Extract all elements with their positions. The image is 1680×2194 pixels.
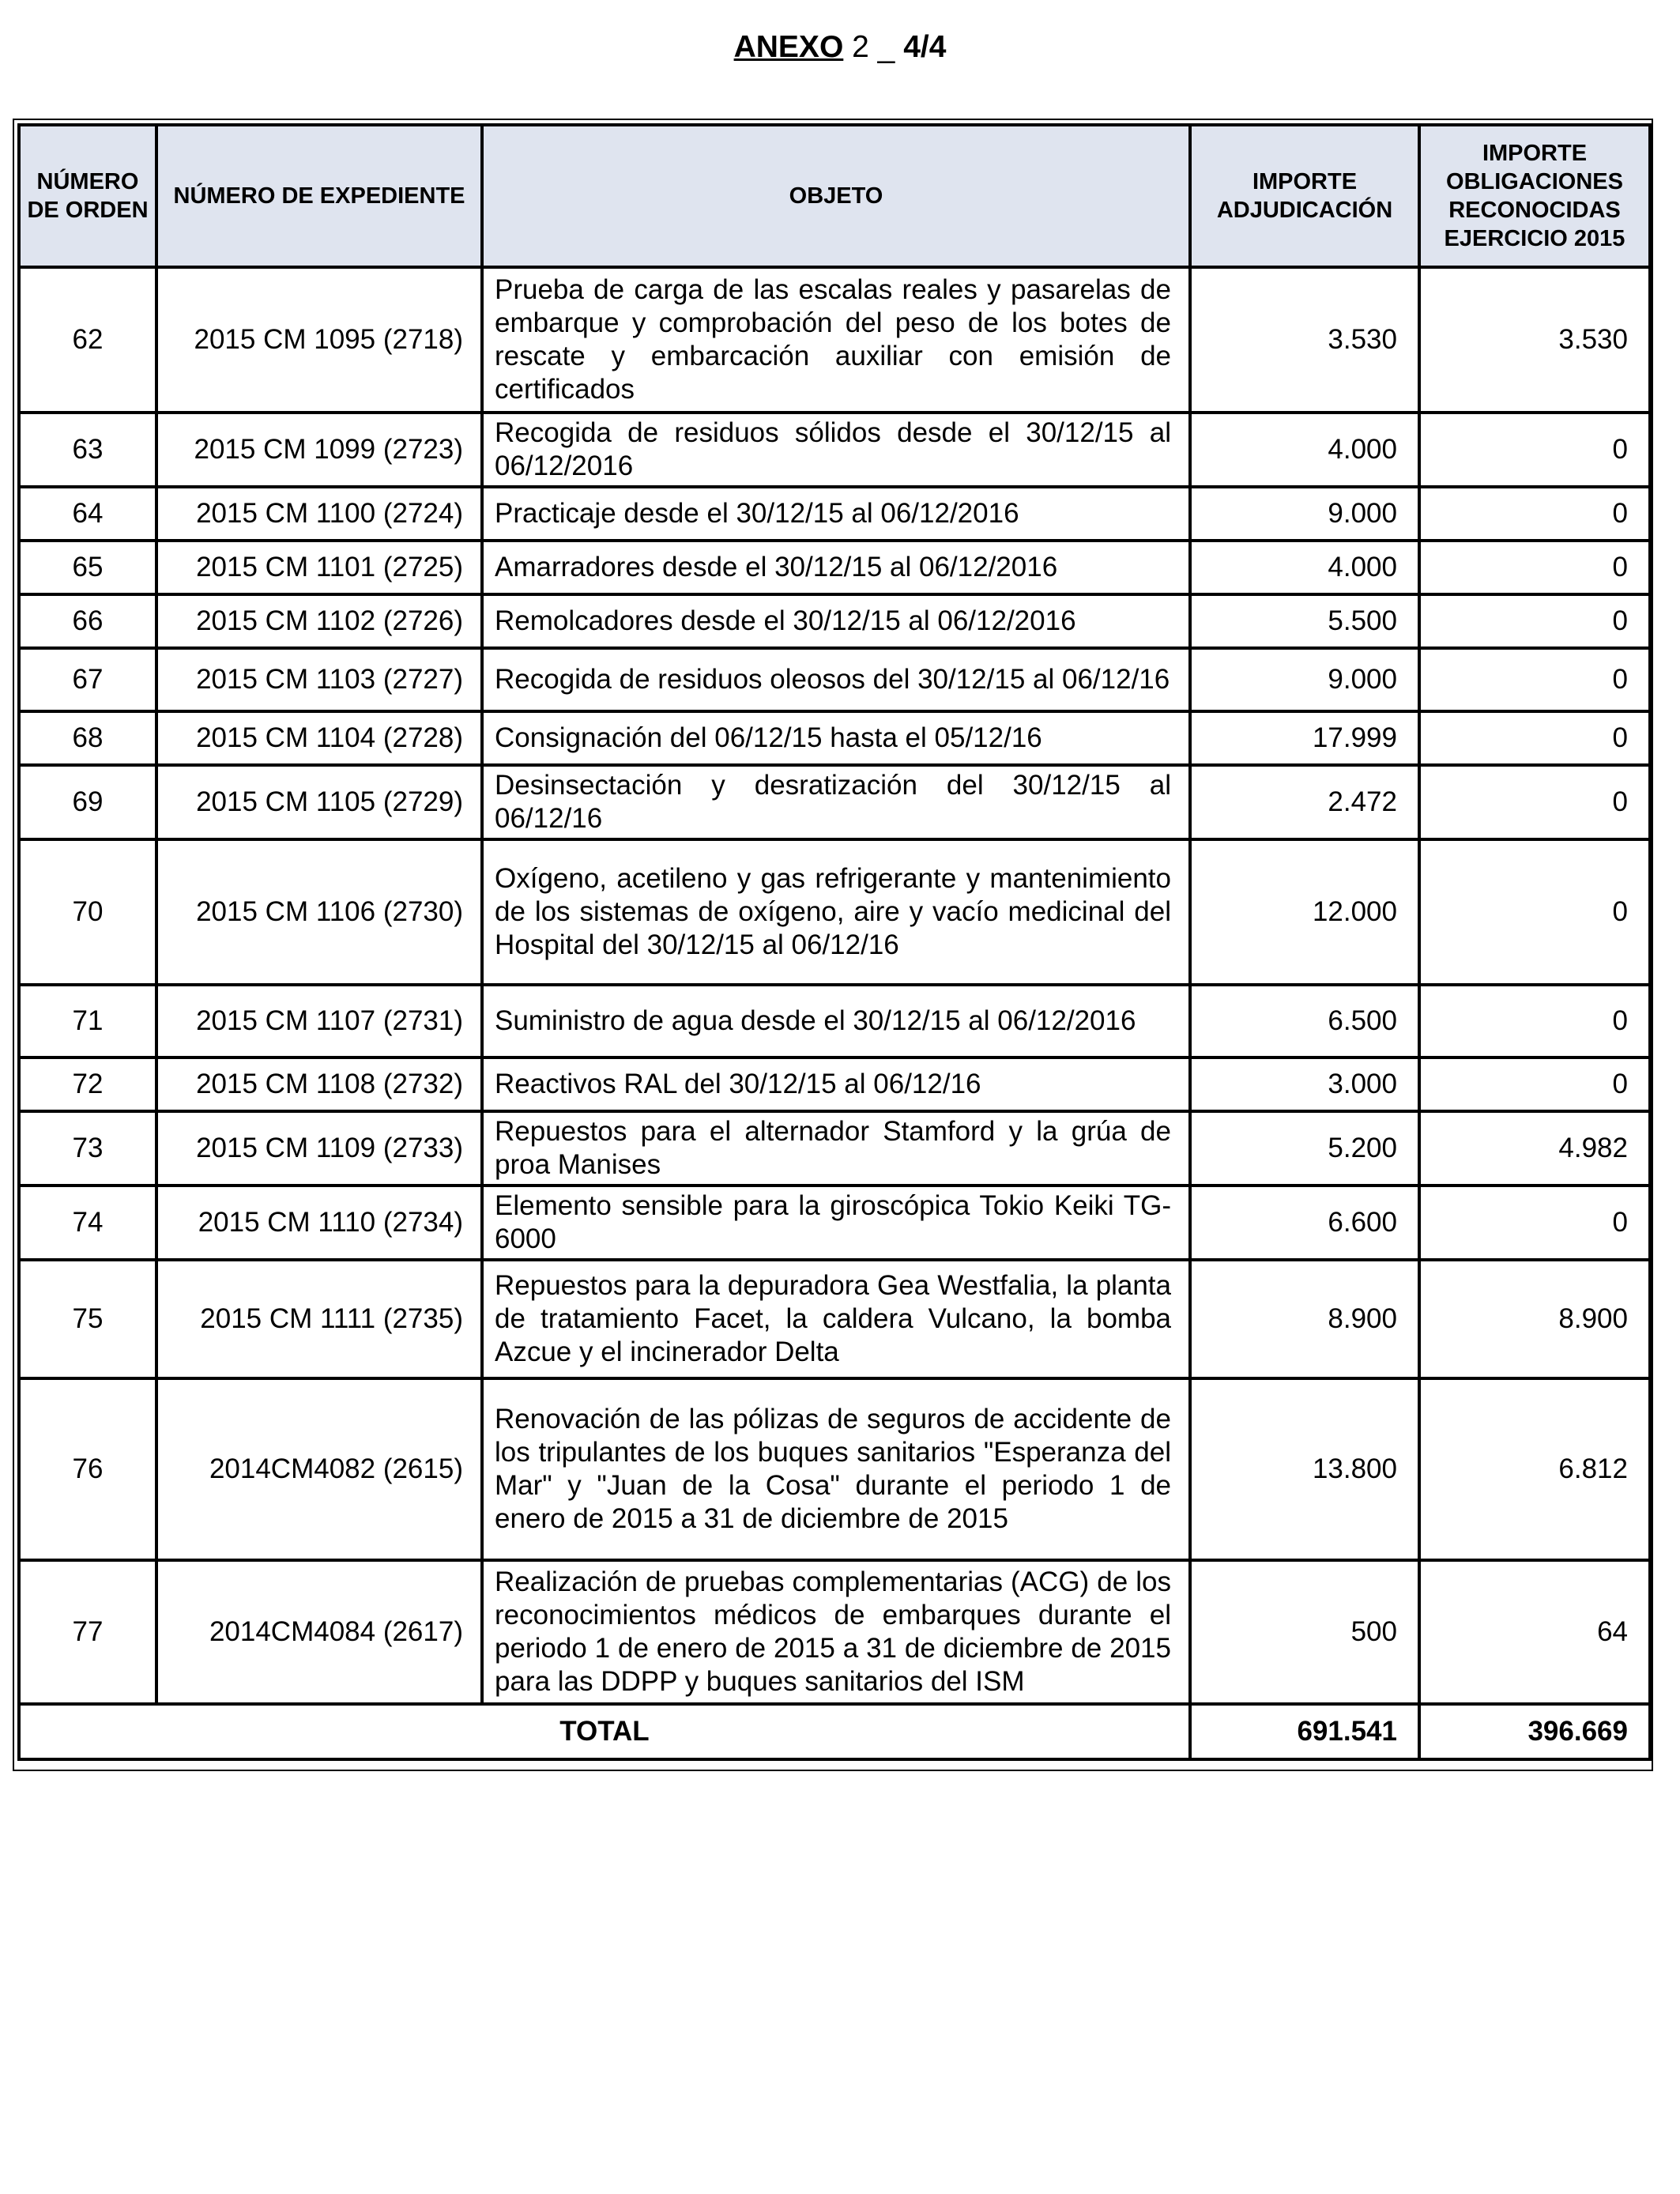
- cell-objeto: Recogida de residuos oleosos del 30/12/15 al 06/12/16: [482, 648, 1190, 711]
- table-row: [19, 839, 1650, 985]
- cell-importe-adjudicacion: 4.000: [1190, 413, 1419, 487]
- cell-importe-obligaciones: 0: [1419, 711, 1650, 765]
- cell-orden: 73: [19, 1111, 156, 1186]
- cell-orden: 65: [19, 541, 156, 594]
- cell-importe-obligaciones: 0: [1419, 1057, 1650, 1111]
- table-row: [19, 711, 1650, 765]
- cell-orden: 67: [19, 648, 156, 711]
- cell-objeto: Repuestos para la depuradora Gea Westfalia, la planta de tratamiento Facet, la caldera Vulcano, la bomba Azcue y el incinerador Delta: [482, 1260, 1190, 1378]
- table-row: [19, 1560, 1650, 1704]
- cell-importe-adjudicacion: 9.000: [1190, 487, 1419, 541]
- cell-importe-adjudicacion: 8.900: [1190, 1260, 1419, 1378]
- cell-importe-adjudicacion: 3.000: [1190, 1057, 1419, 1111]
- cell-objeto: Remolcadores desde el 30/12/15 al 06/12/2016: [482, 594, 1190, 648]
- cell-expediente: 2015 CM 1095 (2718): [156, 267, 482, 413]
- cell-objeto: Reactivos RAL del 30/12/15 al 06/12/16: [482, 1057, 1190, 1111]
- cell-importe-adjudicacion: 12.000: [1190, 839, 1419, 985]
- cell-importe-adjudicacion: 2.472: [1190, 765, 1419, 839]
- cell-importe-obligaciones: 6.812: [1419, 1378, 1650, 1560]
- table-row: [19, 1260, 1650, 1378]
- cell-objeto: Prueba de carga de las escalas reales y pasarelas de embarque y comprobación del peso de los botes de rescate y embarcación auxiliar con emisión de certificados: [482, 267, 1190, 413]
- cell-expediente: 2014CM4084 (2617): [156, 1560, 482, 1704]
- total-importe-adjudicacion: 691.541: [1190, 1704, 1419, 1759]
- cell-importe-adjudicacion: 5.500: [1190, 594, 1419, 648]
- cell-expediente: 2015 CM 1103 (2727): [156, 648, 482, 711]
- page-title: [0, 30, 1680, 65]
- total-label: TOTAL: [19, 1704, 1190, 1759]
- cell-expediente: 2015 CM 1108 (2732): [156, 1057, 482, 1111]
- cell-expediente: 2015 CM 1099 (2723): [156, 413, 482, 487]
- total-row: [19, 1704, 1650, 1759]
- table-row: [19, 413, 1650, 487]
- cell-expediente: 2015 CM 1105 (2729): [156, 765, 482, 839]
- cell-importe-obligaciones: 0: [1419, 541, 1650, 594]
- cell-objeto: Repuestos para el alternador Stamford y la grúa de proa Manises: [482, 1111, 1190, 1186]
- table-row: [19, 648, 1650, 711]
- table-header-row: [19, 125, 1650, 267]
- cell-importe-obligaciones: 4.982: [1419, 1111, 1650, 1186]
- cell-objeto: Consignación del 06/12/15 hasta el 05/12/16: [482, 711, 1190, 765]
- cell-importe-obligaciones: 8.900: [1419, 1260, 1650, 1378]
- cell-objeto: Oxígeno, acetileno y gas refrigerante y mantenimiento de los sistemas de oxígeno, aire y vacío medicinal del Hospital del 30/12/15 al 06/12/16: [482, 839, 1190, 985]
- title-page: 4/4: [903, 30, 947, 64]
- cell-objeto: Renovación de las pólizas de seguros de accidente de los tripulantes de los buques sanitarios "Esperanza del Mar" y "Juan de la Cosa" durante el periodo 1 de enero de 2015 a 31 de diciembre de 2015: [482, 1378, 1190, 1560]
- table-body: [19, 267, 1650, 1704]
- cell-objeto: Recogida de residuos sólidos desde el 30/12/15 al 06/12/2016: [482, 413, 1190, 487]
- cell-orden: 63: [19, 413, 156, 487]
- cell-importe-obligaciones: 0: [1419, 1186, 1650, 1260]
- cell-expediente: 2015 CM 1104 (2728): [156, 711, 482, 765]
- cell-importe-obligaciones: 0: [1419, 413, 1650, 487]
- cell-importe-obligaciones: 64: [1419, 1560, 1650, 1704]
- cell-expediente: 2015 CM 1111 (2735): [156, 1260, 482, 1378]
- cell-importe-obligaciones: 0: [1419, 985, 1650, 1057]
- cell-expediente: 2015 CM 1102 (2726): [156, 594, 482, 648]
- header-expediente: NÚMERO DE EXPEDIENTE: [156, 125, 482, 267]
- cell-importe-adjudicacion: 6.600: [1190, 1186, 1419, 1260]
- table-row: [19, 1186, 1650, 1260]
- cell-importe-adjudicacion: 4.000: [1190, 541, 1419, 594]
- cell-orden: 68: [19, 711, 156, 765]
- table-row: [19, 594, 1650, 648]
- header-orden: NÚMERO DE ORDEN: [19, 125, 156, 267]
- cell-importe-obligaciones: 0: [1419, 648, 1650, 711]
- cell-importe-obligaciones: 0: [1419, 765, 1650, 839]
- contracts-table: [17, 123, 1652, 1761]
- cell-objeto: Realización de pruebas complementarias (ACG) de los reconocimientos médicos de embarques durante el periodo 1 de enero de 2015 a 31 de diciembre de 2015 para las DDPP y buques sanitarios del ISM: [482, 1560, 1190, 1704]
- table-row: [19, 487, 1650, 541]
- cell-importe-adjudicacion: 6.500: [1190, 985, 1419, 1057]
- cell-orden: 75: [19, 1260, 156, 1378]
- cell-expediente: 2015 CM 1100 (2724): [156, 487, 482, 541]
- cell-importe-adjudicacion: 3.530: [1190, 267, 1419, 413]
- cell-importe-adjudicacion: 500: [1190, 1560, 1419, 1704]
- cell-importe-obligaciones: 0: [1419, 594, 1650, 648]
- total-importe-obligaciones: 396.669: [1419, 1704, 1650, 1759]
- cell-importe-obligaciones: 3.530: [1419, 267, 1650, 413]
- header-importe-adjudicacion: IMPORTE ADJUDICACIÓN: [1190, 125, 1419, 267]
- cell-orden: 64: [19, 487, 156, 541]
- cell-objeto: Suministro de agua desde el 30/12/15 al 06/12/2016: [482, 985, 1190, 1057]
- header-importe-obligaciones: IMPORTE OBLIGACIONES RECONOCIDAS EJERCICIO 2015: [1419, 125, 1650, 267]
- cell-expediente: 2015 CM 1109 (2733): [156, 1111, 482, 1186]
- cell-expediente: 2015 CM 1101 (2725): [156, 541, 482, 594]
- table-row: [19, 985, 1650, 1057]
- cell-orden: 70: [19, 839, 156, 985]
- cell-orden: 69: [19, 765, 156, 839]
- cell-orden: 77: [19, 1560, 156, 1704]
- title-number: 2 _: [843, 30, 904, 64]
- cell-expediente: 2015 CM 1107 (2731): [156, 985, 482, 1057]
- cell-orden: 72: [19, 1057, 156, 1111]
- cell-expediente: 2015 CM 1106 (2730): [156, 839, 482, 985]
- table-row: [19, 765, 1650, 839]
- cell-importe-adjudicacion: 9.000: [1190, 648, 1419, 711]
- cell-importe-obligaciones: 0: [1419, 487, 1650, 541]
- cell-expediente: 2014CM4082 (2615): [156, 1378, 482, 1560]
- table-row: [19, 1057, 1650, 1111]
- cell-objeto: Practicaje desde el 30/12/15 al 06/12/2016: [482, 487, 1190, 541]
- cell-orden: 62: [19, 267, 156, 413]
- cell-importe-adjudicacion: 5.200: [1190, 1111, 1419, 1186]
- cell-orden: 76: [19, 1378, 156, 1560]
- cell-objeto: Amarradores desde el 30/12/15 al 06/12/2016: [482, 541, 1190, 594]
- table-row: [19, 1378, 1650, 1560]
- table-row: [19, 267, 1650, 413]
- table-row: [19, 1111, 1650, 1186]
- cell-objeto: Elemento sensible para la giroscópica Tokio Keiki TG-6000: [482, 1186, 1190, 1260]
- title-anexo: ANEXO: [733, 30, 844, 64]
- cell-objeto: Desinsectación y desratización del 30/12/15 al 06/12/16: [482, 765, 1190, 839]
- table-row: [19, 541, 1650, 594]
- cell-importe-obligaciones: 0: [1419, 839, 1650, 985]
- cell-orden: 74: [19, 1186, 156, 1260]
- cell-importe-adjudicacion: 17.999: [1190, 711, 1419, 765]
- header-objeto: OBJETO: [482, 125, 1190, 267]
- cell-orden: 66: [19, 594, 156, 648]
- cell-orden: 71: [19, 985, 156, 1057]
- cell-expediente: 2015 CM 1110 (2734): [156, 1186, 482, 1260]
- cell-importe-adjudicacion: 13.800: [1190, 1378, 1419, 1560]
